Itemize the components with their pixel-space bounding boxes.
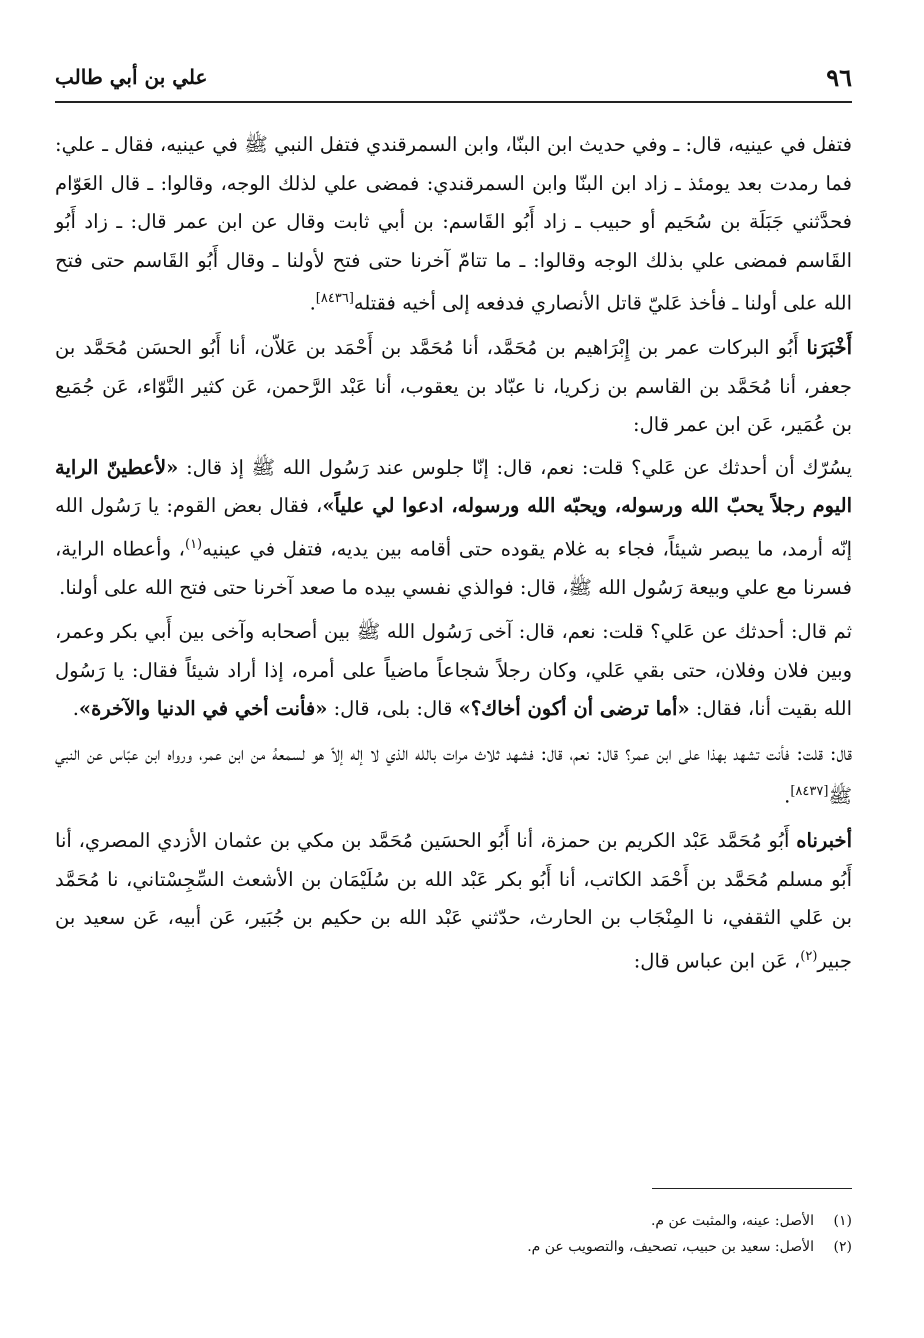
hadith-quote: «فأنت أخي في الدنيا والآخرة» <box>78 697 328 720</box>
paragraph-4: ثم قال: أحدثك عن عَلي؟ قلت: نعم، قال: آخى رَسُول الله ﷺ بين أصحابه وآخى بين أَبي بكر وعمر، وبين فلان وفلان، حتى بقي عَلي، وكان رجلاً شجاعاً ماضياً على أمره، إذا أراد شيئاً فقال: يا رَسُول الله بقيت أنا، فقال: «أما ترضى أن أكون أخاك؟» قال: بلى، قال: «فأنت أخي في الدنيا والآخرة». <box>55 620 853 720</box>
footnote-number: (١) <box>833 1213 852 1229</box>
paragraph-6: أخبرناه أَبُو مُحَمَّد عَبْد الكريم بن حمزة، أنا أَبُو الحسَين مُحَمَّد بن مكي بن عثمان الأزدي المصري، أنا أَبُو مسلم مُحَمَّد بن أَحْمَد الكاتب، أنا أَبُو بكر عَبْد الله بن سُلَيْمَان بن الأشعث السِّجِسْتاني، نا مُحَمَّد بن عَلي الثقفي، نا المِنْجَاب بن الحارث، حدّثني عَبْد الله بن حكيم بن جُبَير، عَن أبيه، عَن سعيد بن جبير$^{(٢)}$، عَن ابن عباس قال: <box>55 829 852 972</box>
paragraph-1: فتفل في عينيه، قال: ـ وفي حديث ابن البنّا، وابن السمرقندي فتفل النبي ﷺ في عينيه، فقال ـ علي: فما رمدت بعد يومئذ ـ زاد ابن البنّا وابن السمرقندي: فمضى علي لذلك الوجه، وقالوا: ـ قال العَوّام فحدَّثني جَبَلَة بن سُحَيم أو حبيب ـ زاد أَبُو القَاسم: بن أبي ثابت وقال عن ابن عمر قال: ـ زاد أَبُو القَاسم فمضى علي بذلك الوجه وقالوا: ـ ما تتامّ آخرنا حتى فتح لأولنا ـ وقال أَبُو القَاسم حتى فتح الله على أولنا ـ فأخذ عَليّ قاتل الأنصاري فدفعه إلى أخيه فقتله[٨٤٣٦]. <box>55 133 852 315</box>
paragraph-2: أَخْبَرَنا أَبُو البركات عمر بن إِبْرَاهيم بن مُحَمَّد، أنا مُحَمَّد بن أَحْمَد بن عَلاّن، أنا أَبُو الحسَن مُحَمَّد بن جعفر، أنا مُحَمَّد بن القاسم بن زكريا، نا عبّاد بن يعقوب، أنا عَبْد الرَّحمن، عَن كثير النَّوّاء، عَن جُمَيع بن عُمَير، عَن ابن عمر قال: <box>55 336 852 436</box>
footnote-ref: (١) <box>184 536 203 552</box>
paragraph-5: قال: قلت: فأنت تشهد بهذا على ابن عمر؟ قال: نعم، قال: فشهد ثلاث مرات بالله الذي لا إله إلاّ هو لسمعهُ من ابن عمر، ورواه ابن عبّاس عن النبي ﷺ[٨٤٣٧]. <box>55 741 852 808</box>
isnad-lead: أخبرناه <box>796 829 852 852</box>
footnote-number: (٢) <box>833 1239 852 1255</box>
footnote-rule <box>652 1188 852 1189</box>
isnad-lead: أَخْبَرَنا <box>806 336 852 359</box>
paragraph-3: يسُرّك أن أحدثك عن عَلي؟ قلت: نعم، قال: إنّا جلوس عند رَسُول الله ﷺ إذ قال: «لأعطينّ الراية اليوم رجلاً يحبّ الله ورسوله، ويحبّه الله ورسوله، ادعوا لي علياً»، فقال بعض القوم: يا رَسُول الله إنّه أرمد، ما يبصر شيئاً، فجاء به غلام يقوده حتى أقامه بين يديه، فتفل في عينيه$^{(١)}$، وأعطاه الراية، فسرنا مع علي وبيعة رَسُول الله ﷺ، قال: فوالذي نفسي بيده ما صعد آخرنا حتى فتح الله على أولنا. <box>55 455 853 599</box>
main-text <box>55 126 852 985</box>
footnote-ref: (٢) <box>800 948 818 964</box>
page-number: ٩٦ <box>826 63 852 92</box>
footnote <box>55 1234 852 1260</box>
footnotes <box>55 1208 852 1260</box>
page-header <box>55 63 852 103</box>
hadith-quote: «أما ترضى أن أكون أخاك؟» <box>458 697 690 720</box>
hadith-number: [٨٤٣٦] <box>315 291 354 306</box>
header-rule <box>55 101 852 103</box>
hadith-number: [٨٤٣٧] <box>790 784 829 799</box>
footnote-text: الأصل: عينه، والمثبت عن م. <box>650 1213 814 1229</box>
footnote-text: الأصل: سعيد بن حبيب، تصحيف، والتصويب عن م. <box>527 1239 814 1255</box>
running-title: علي بن أبي طالب <box>55 65 208 89</box>
footnote <box>55 1208 852 1234</box>
hadith-quote: «لأعطينّ الراية اليوم رجلاً يحبّ الله ورسوله، ويحبّه الله ورسوله، ادعوا لي علياً» <box>55 455 852 517</box>
